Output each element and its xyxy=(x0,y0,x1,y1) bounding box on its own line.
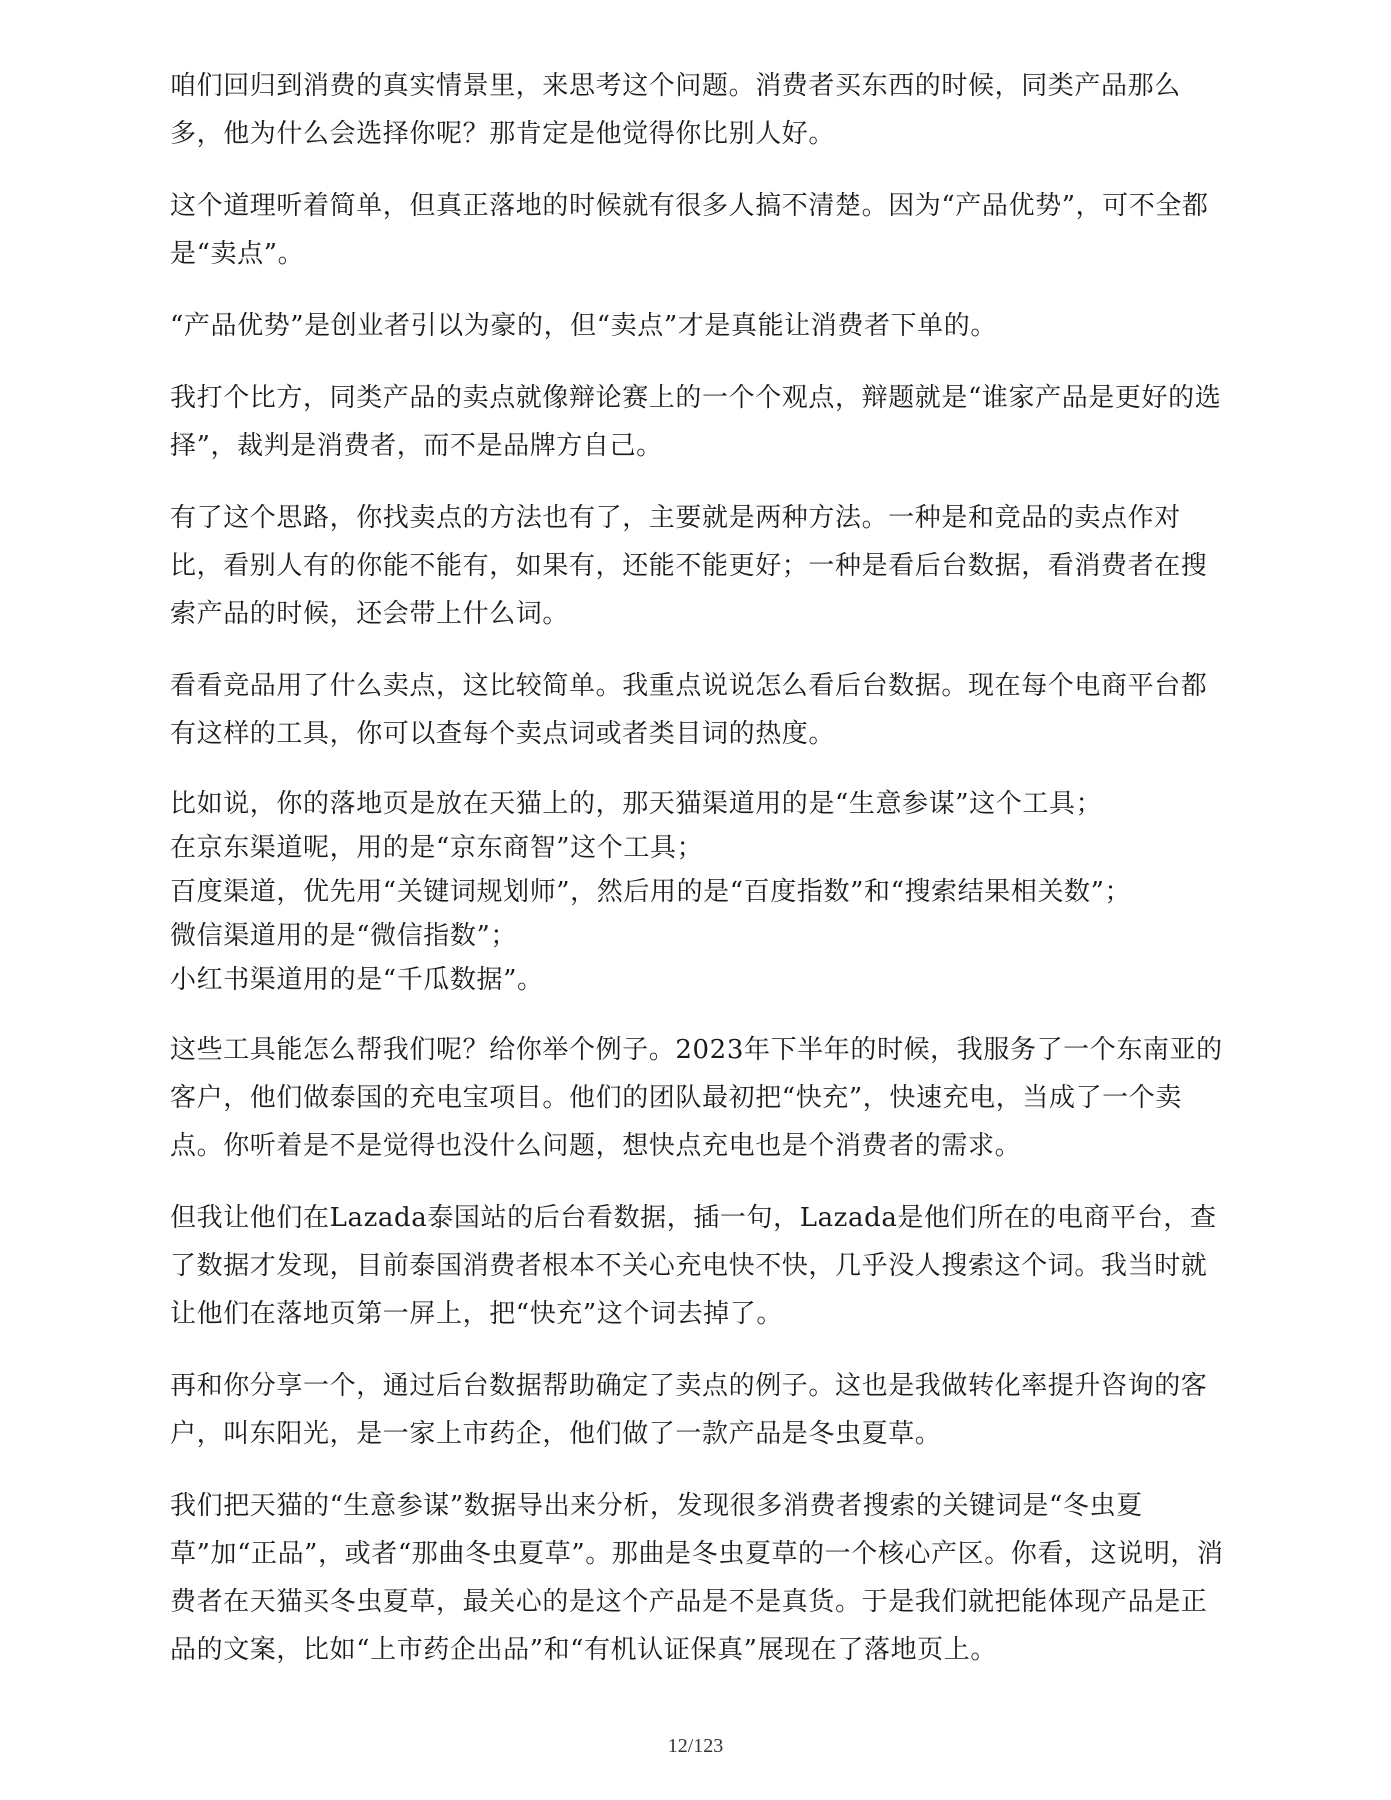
paragraph: 咱们回归到消费的真实情景里，来思考这个问题。消费者买东西的时候，同类产品那么多，他为什么会选择你呢？那肯定是他觉得你比别人好。 xyxy=(170,71,1181,149)
tool-line: 比如说，你的落地页是放在天猫上的，那天猫渠道用的是“生意参谋”这个工具； xyxy=(170,789,1103,819)
tool-line: 小红书渠道用的是“千瓜数据”。 xyxy=(170,965,544,995)
paragraph: 看看竞品用了什么卖点，这比较简单。我重点说说怎么看后台数据。现在每个电商平台都有这样的工具，你可以查每个卖点词或者类目词的热度。 xyxy=(170,671,1208,749)
document-body xyxy=(170,62,1230,1698)
tool-line: 在京东渠道呢，用的是“京东商智”这个工具； xyxy=(170,833,704,863)
paragraph: 我打个比方，同类产品的卖点就像辩论赛上的一个个观点，辩题就是“谁家产品是更好的选择”，裁判是消费者，而不是品牌方自己。 xyxy=(170,383,1222,461)
tool-line: 百度渠道，优先用“关键词规划师”，然后用的是“百度指数”和“搜索结果相关数”； xyxy=(170,877,1132,907)
paragraph: 这些工具能怎么帮我们呢？给你举个例子。2023年下半年的时候，我服务了一个东南亚的客户，他们做泰国的充电宝项目。他们的团队最初把“快充”，快速充电，当成了一个卖点。你听着是不是觉得也没什么问题，想快点充电也是个消费者的需求。 xyxy=(170,1035,1223,1161)
paragraph: “产品优势”是创业者引以为豪的，但“卖点”才是真能让消费者下单的。 xyxy=(170,311,997,341)
paragraph: 再和你分享一个，通过后台数据帮助确定了卖点的例子。这也是我做转化率提升咨询的客户，叫东阳光，是一家上市药企，他们做了一款产品是冬虫夏草。 xyxy=(170,1371,1208,1449)
tool-line: 微信渠道用的是“微信指数”； xyxy=(170,921,517,951)
paragraph: 但我让他们在Lazada泰国站的后台看数据，插一句，Lazada是他们所在的电商平台，查了数据才发现，目前泰国消费者根本不关心充电快不快，几乎没人搜索这个词。我当时就让他们在落地页第一屏上，把“快充”这个词去掉了。 xyxy=(170,1203,1217,1329)
paragraph: 我们把天猫的“生意参谋”数据导出来分析，发现很多消费者搜索的关键词是“冬虫夏草”加“正品”，或者“那曲冬虫夏草”。那曲是冬虫夏草的一个核心产区。你看，这说明，消费者在天猫买冬虫夏草，最关心的是这个产品是不是真货。于是我们就把能体现产品是正品的文案，比如“上市药企出品”和“有机认证保真”展现在了落地页上。 xyxy=(170,1491,1224,1665)
tool-list xyxy=(170,782,1230,1002)
page-number: 12/123 xyxy=(667,1735,724,1757)
paragraph: 这个道理听着简单，但真正落地的时候就有很多人搞不清楚。因为“产品优势”，可不全都是“卖点”。 xyxy=(170,191,1209,269)
paragraph: 有了这个思路，你找卖点的方法也有了，主要就是两种方法。一种是和竞品的卖点作对比，看别人有的你能不能有，如果有，还能不能更好；一种是看后台数据，看消费者在搜索产品的时候，还会带上什么词。 xyxy=(170,503,1208,629)
